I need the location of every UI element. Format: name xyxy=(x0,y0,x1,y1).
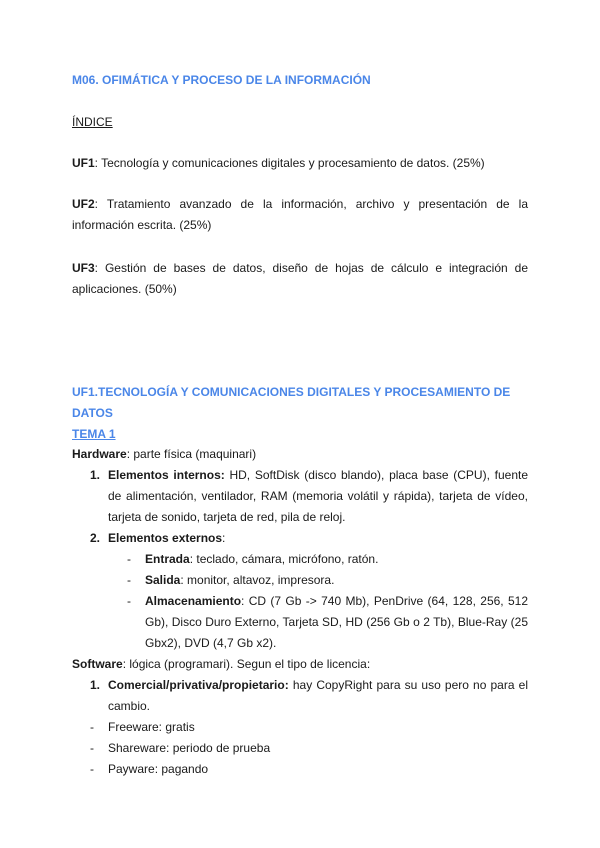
hw-sub-2-dash: - xyxy=(127,573,131,587)
hw-sub-1-text: : teclado, cámara, micrófono, ratón. xyxy=(189,552,379,566)
hw-item-1-label: Elementos internos: xyxy=(108,468,225,482)
sw-dash-2: - xyxy=(90,741,94,755)
hw-item-2-label: Elementos externos xyxy=(108,531,223,545)
index-entry-uf2 xyxy=(72,194,528,236)
hw-sub-3-dash: - xyxy=(127,594,131,608)
software-text: : lógica (programari). Segun el tipo de licencia: xyxy=(122,657,371,671)
hw-item-2-text: : xyxy=(222,531,226,545)
sw-shareware: Shareware: periodo de prueba xyxy=(108,741,271,755)
hardware-text: : parte física (maquinari) xyxy=(126,447,257,461)
sw-freeware: Freeware: gratis xyxy=(108,720,195,734)
hw-sub-almacenamiento xyxy=(145,591,528,654)
hw-sub-1-dash: - xyxy=(127,552,131,566)
uf3-text: : Gestión de bases de datos, diseño de hojas de cálculo e integración de aplicaciones. (50%) xyxy=(72,261,528,296)
hw-sub-2-text: : monitor, altavoz, impresora. xyxy=(180,573,335,587)
section-heading: UF1.TECNOLOGÍA Y COMUNICACIONES DIGITALES Y PROCESAMIENTO DE DATOS xyxy=(72,385,511,420)
hw-item-2 xyxy=(108,528,225,549)
uf2-code: UF2 xyxy=(72,197,95,211)
uf1-text: : Tecnología y comunicaciones digitales y procesamiento de datos. (25%) xyxy=(94,156,485,170)
hw-sub-3-label: Almacenamiento xyxy=(145,594,242,608)
uf2-text: : Tratamiento avanzado de la información, archivo y presentación de la información escrita. (25%) xyxy=(72,197,528,232)
hw-item-1-number: 1. xyxy=(90,468,101,482)
sw-item-1-number: 1. xyxy=(90,678,101,692)
sw-dash-3: - xyxy=(90,762,94,776)
hw-sub-2-label: Salida xyxy=(145,573,181,587)
hw-sub-1-label: Entrada xyxy=(145,552,190,566)
hardware-label: Hardware xyxy=(72,447,127,461)
index-entry-uf3 xyxy=(72,258,528,300)
uf3-code: UF3 xyxy=(72,261,95,275)
uf1-code: UF1 xyxy=(72,156,95,170)
sw-item-1 xyxy=(108,675,528,717)
hw-item-2-number: 2. xyxy=(90,531,101,545)
tema-heading: TEMA 1 xyxy=(72,427,116,441)
sw-dash-1: - xyxy=(90,720,94,734)
hw-item-1-text: HD, SoftDisk (disco blando), placa base (CPU), fuente de alimentación, ventilador, RAM (memoria volátil y rápida), tarjeta de vídeo, tarjeta de sonido, tarjeta de red, pila de reloj. xyxy=(108,468,528,524)
hw-item-1 xyxy=(108,465,528,528)
sw-payware: Payware: pagando xyxy=(108,762,209,776)
hw-sub-salida xyxy=(145,570,334,591)
software-line xyxy=(72,654,370,675)
index-entry-uf1 xyxy=(72,153,528,174)
hw-sub-entrada xyxy=(145,549,378,570)
hardware-line xyxy=(72,444,256,465)
sw-item-1-label: Comercial/privativa/propietario: xyxy=(108,678,289,692)
software-label: Software xyxy=(72,657,123,671)
document-title: M06. OFIMÁTICA Y PROCESO DE LA INFORMACIÓN xyxy=(72,73,371,87)
hw-sub-3-text: : CD (7 Gb -> 740 Mb), PenDrive (64, 128, 256, 512 Gb), Disco Duro Externo, Tarjeta SD, HD (256 Gb o 2 Tb), Blue-Ray (25 Gbx2), DVD (4,7 Gb x2). xyxy=(145,594,528,650)
index-heading: ÍNDICE xyxy=(72,115,113,129)
sw-item-1-text: hay CopyRight para su uso pero no para el cambio. xyxy=(108,678,528,713)
